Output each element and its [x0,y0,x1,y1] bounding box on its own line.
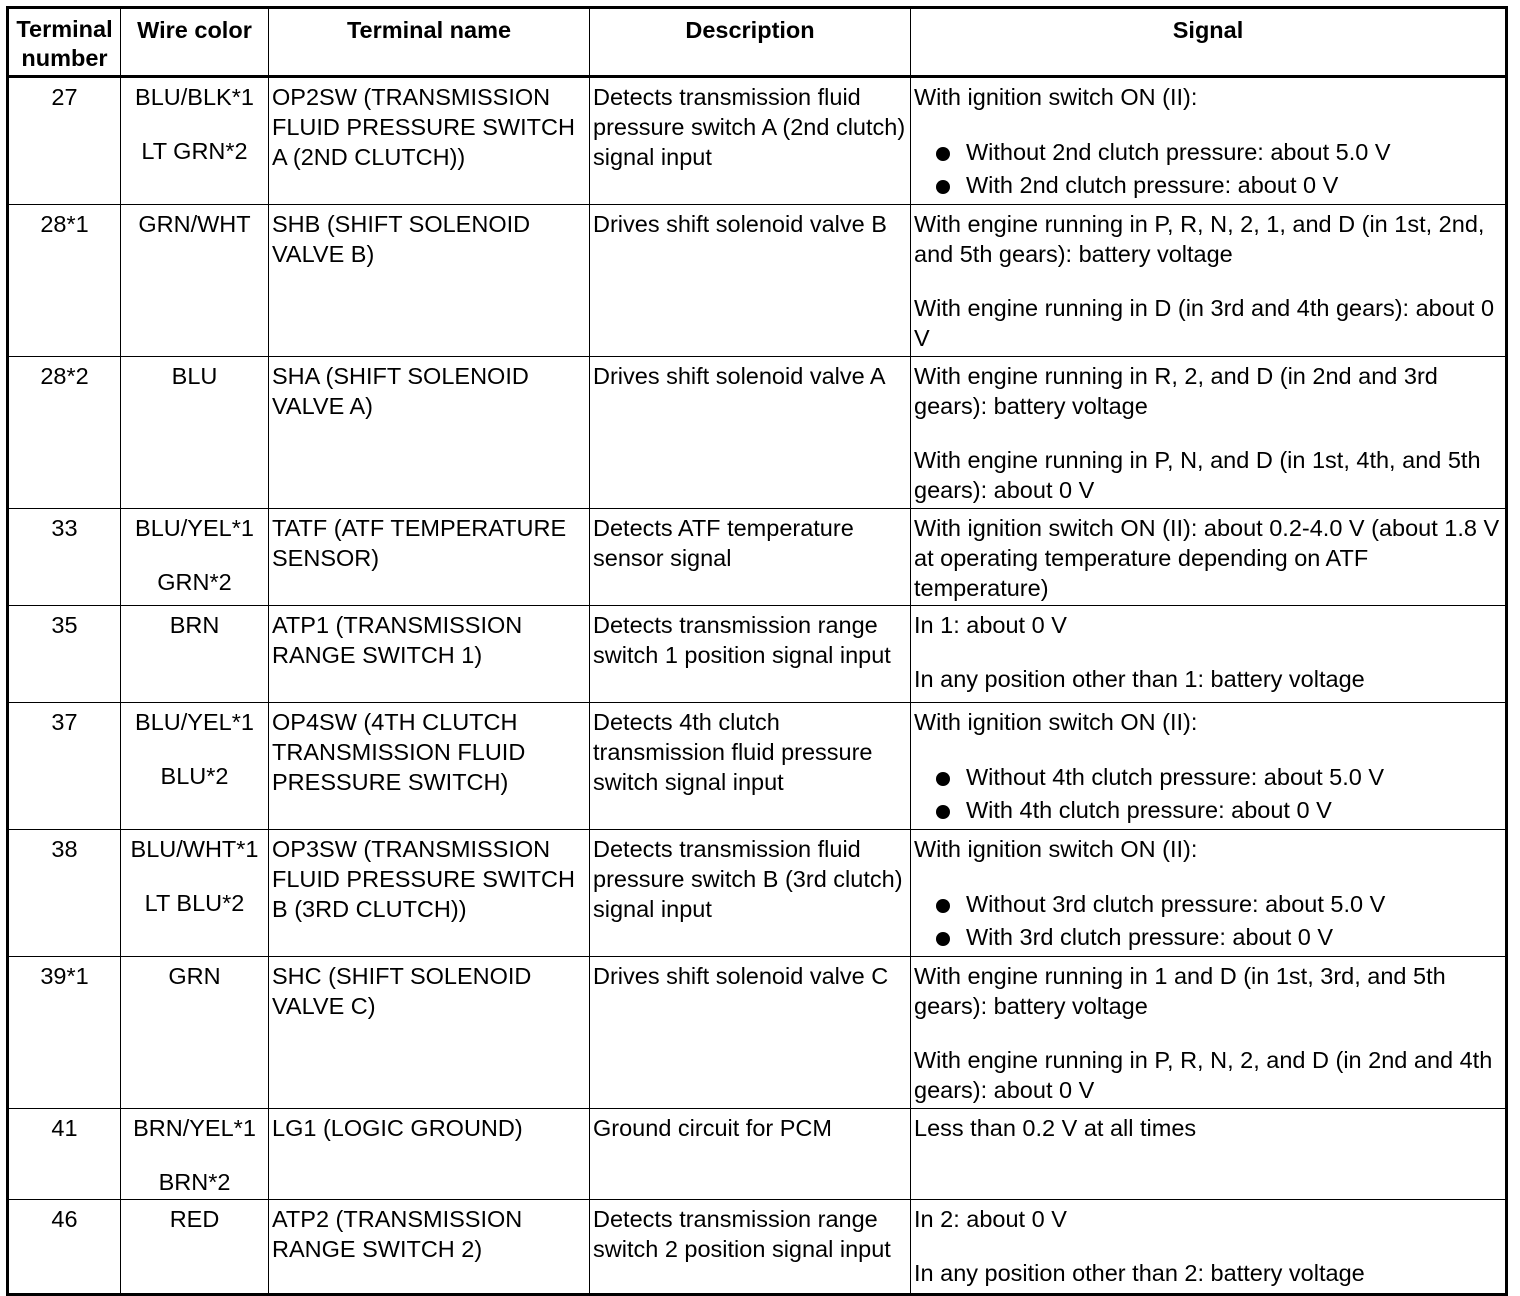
description-cell: Drives shift solenoid valve C [590,957,911,1109]
signal-cell [911,357,1507,509]
signal-cell [911,77,1507,205]
wire-color: GRN*2 [157,569,232,595]
signal-bullet-item [936,136,1502,169]
terminal-name-cell: SHC (SHIFT SOLENOID VALVE C) [269,957,590,1109]
terminal-name-cell: SHA (SHIFT SOLENOID VALVE A) [269,357,590,509]
bullet-icon [936,932,950,946]
terminal-number-cell: 37 [8,703,121,830]
description-cell: Detects 4th clutch transmission fluid pressure switch signal input [590,703,911,830]
signal-bullet-item [936,888,1502,921]
table-row [8,957,1507,1109]
signal-bullet-text: Without 3rd clutch pressure: about 5.0 V [966,891,1386,917]
signal-cell [911,957,1507,1109]
description-cell: Drives shift solenoid valve B [590,205,911,357]
wire-color-cell [121,703,269,830]
signal-cell [911,1109,1507,1200]
terminal-number-cell: 39*1 [8,957,121,1109]
signal-cell [911,205,1507,357]
signal-text: With engine running in P, R, N, 2, 1, and D (in 1st, 2nd, and 5th gears): battery voltage [914,211,1485,267]
signal-text: In any position other than 1: battery voltage [914,666,1365,692]
header-terminal-number [8,8,121,77]
signal-text: With ignition switch ON (II): about 0.2-4.0 V (about 1.8 V at operating temperature depending on ATF temperature) [914,515,1500,601]
signal-text: In 2: about 0 V [914,1206,1067,1232]
description-cell: Ground circuit for PCM [590,1109,911,1200]
signal-bullet-text: With 2nd clutch pressure: about 0 V [966,172,1339,198]
bullet-icon [936,899,950,913]
signal-cell [911,830,1507,957]
bullet-icon [936,147,950,161]
description-cell: Detects transmission range switch 2 position signal input [590,1200,911,1295]
signal-text: With engine running in P, N, and D (in 1st, 4th, and 5th gears): about 0 V [914,447,1481,503]
wire-color: LT GRN*2 [141,138,248,164]
terminal-name-cell: SHB (SHIFT SOLENOID VALVE B) [269,205,590,357]
wire-color: BLU [171,363,218,389]
terminal-name-cell: LG1 (LOGIC GROUND) [269,1109,590,1200]
header-terminal-line1: Terminal [16,16,113,42]
wire-color: LT BLU*2 [144,890,245,916]
bullet-icon [936,805,950,819]
table-row [8,703,1507,830]
signal-text: With engine running in R, 2, and D (in 2nd and 3rd gears): battery voltage [914,363,1438,419]
wire-color: BLU/BLK*1 [135,84,254,110]
signal-bullet-item [936,761,1502,794]
signal-bullet-item [936,794,1502,827]
terminal-name-cell: TATF (ATF TEMPERATURE SENSOR) [269,509,590,606]
terminal-number-cell: 28*1 [8,205,121,357]
terminal-number-cell: 28*2 [8,357,121,509]
header-wire-color: Wire color [121,8,269,77]
signal-bullet-text: With 3rd clutch pressure: about 0 V [966,924,1334,950]
wire-color-cell [121,606,269,703]
wire-color-cell [121,509,269,606]
table-row [8,830,1507,957]
wire-color-cell [121,1200,269,1295]
terminal-name-cell: ATP1 (TRANSMISSION RANGE SWITCH 1) [269,606,590,703]
wire-color: BLU/WHT*1 [130,836,259,862]
header-row [8,8,1507,77]
table-row [8,77,1507,205]
terminal-number-cell: 41 [8,1109,121,1200]
terminal-number-cell: 27 [8,77,121,205]
table-row [8,205,1507,357]
wire-color: BLU/YEL*1 [135,515,254,541]
description-cell: Drives shift solenoid valve A [590,357,911,509]
wire-color: BLU*2 [160,763,229,789]
table-row [8,1109,1507,1200]
signal-cell [911,606,1507,703]
wire-color-cell [121,957,269,1109]
wire-color: BRN*2 [158,1169,231,1195]
description-cell: Detects transmission fluid pressure switch A (2nd clutch) signal input [590,77,911,205]
signal-bullet-text: With 4th clutch pressure: about 0 V [966,797,1332,823]
wire-color: RED [169,1206,220,1232]
signal-bullet-text: Without 4th clutch pressure: about 5.0 V [966,764,1385,790]
terminal-table [6,6,1508,1296]
signal-intro: With ignition switch ON (II): [914,709,1198,735]
header-signal: Signal [911,8,1507,77]
terminal-number-cell: 38 [8,830,121,957]
wire-color: GRN [168,963,221,989]
signal-bullet-text: Without 2nd clutch pressure: about 5.0 V [966,139,1391,165]
signal-bullet-item [936,169,1502,202]
signal-bullet-list [914,136,1502,202]
table-row [8,1200,1507,1295]
wire-color-cell [121,357,269,509]
wire-color: BLU/YEL*1 [135,709,254,735]
signal-cell [911,1200,1507,1295]
wire-color: BRN/YEL*1 [133,1115,256,1141]
wire-color-cell [121,205,269,357]
description-cell: Detects transmission fluid pressure switch B (3rd clutch) signal input [590,830,911,957]
header-description: Description [590,8,911,77]
signal-bullet-list [914,761,1502,827]
terminal-name-cell: OP4SW (4TH CLUTCH TRANSMISSION FLUID PRESSURE SWITCH) [269,703,590,830]
bullet-icon [936,772,950,786]
signal-text: With engine running in 1 and D (in 1st, 3rd, and 5th gears): battery voltage [914,963,1446,1019]
signal-bullet-item [936,921,1502,954]
description-cell: Detects transmission range switch 1 position signal input [590,606,911,703]
terminal-number-cell: 46 [8,1200,121,1295]
signal-text: In 1: about 0 V [914,612,1067,638]
terminal-number-cell: 35 [8,606,121,703]
header-terminal-name: Terminal name [269,8,590,77]
wire-color-cell [121,1109,269,1200]
terminal-name-cell: ATP2 (TRANSMISSION RANGE SWITCH 2) [269,1200,590,1295]
signal-text: With engine running in P, R, N, 2, and D (in 2nd and 4th gears): about 0 V [914,1047,1493,1103]
table-row [8,357,1507,509]
description-cell: Detects ATF temperature sensor signal [590,509,911,606]
wire-color: BRN [169,612,220,638]
signal-intro: With ignition switch ON (II): [914,836,1198,862]
table-body [8,77,1507,1295]
wire-color-cell [121,77,269,205]
signal-cell [911,703,1507,830]
terminal-number-cell: 33 [8,509,121,606]
wire-color-cell [121,830,269,957]
signal-bullet-list [914,888,1502,954]
table-row [8,509,1507,606]
signal-intro: With ignition switch ON (II): [914,84,1198,110]
terminal-name-cell: OP2SW (TRANSMISSION FLUID PRESSURE SWITCH A (2ND CLUTCH)) [269,77,590,205]
wire-color: GRN/WHT [138,211,251,237]
signal-text: Less than 0.2 V at all times [914,1115,1197,1141]
signal-cell [911,509,1507,606]
table-row [8,606,1507,703]
bullet-icon [936,180,950,194]
header-terminal-line2: number [21,45,108,71]
terminal-name-cell: OP3SW (TRANSMISSION FLUID PRESSURE SWITCH B (3RD CLUTCH)) [269,830,590,957]
signal-text: In any position other than 2: battery voltage [914,1260,1365,1286]
signal-text: With engine running in D (in 3rd and 4th gears): about 0 V [914,295,1495,351]
